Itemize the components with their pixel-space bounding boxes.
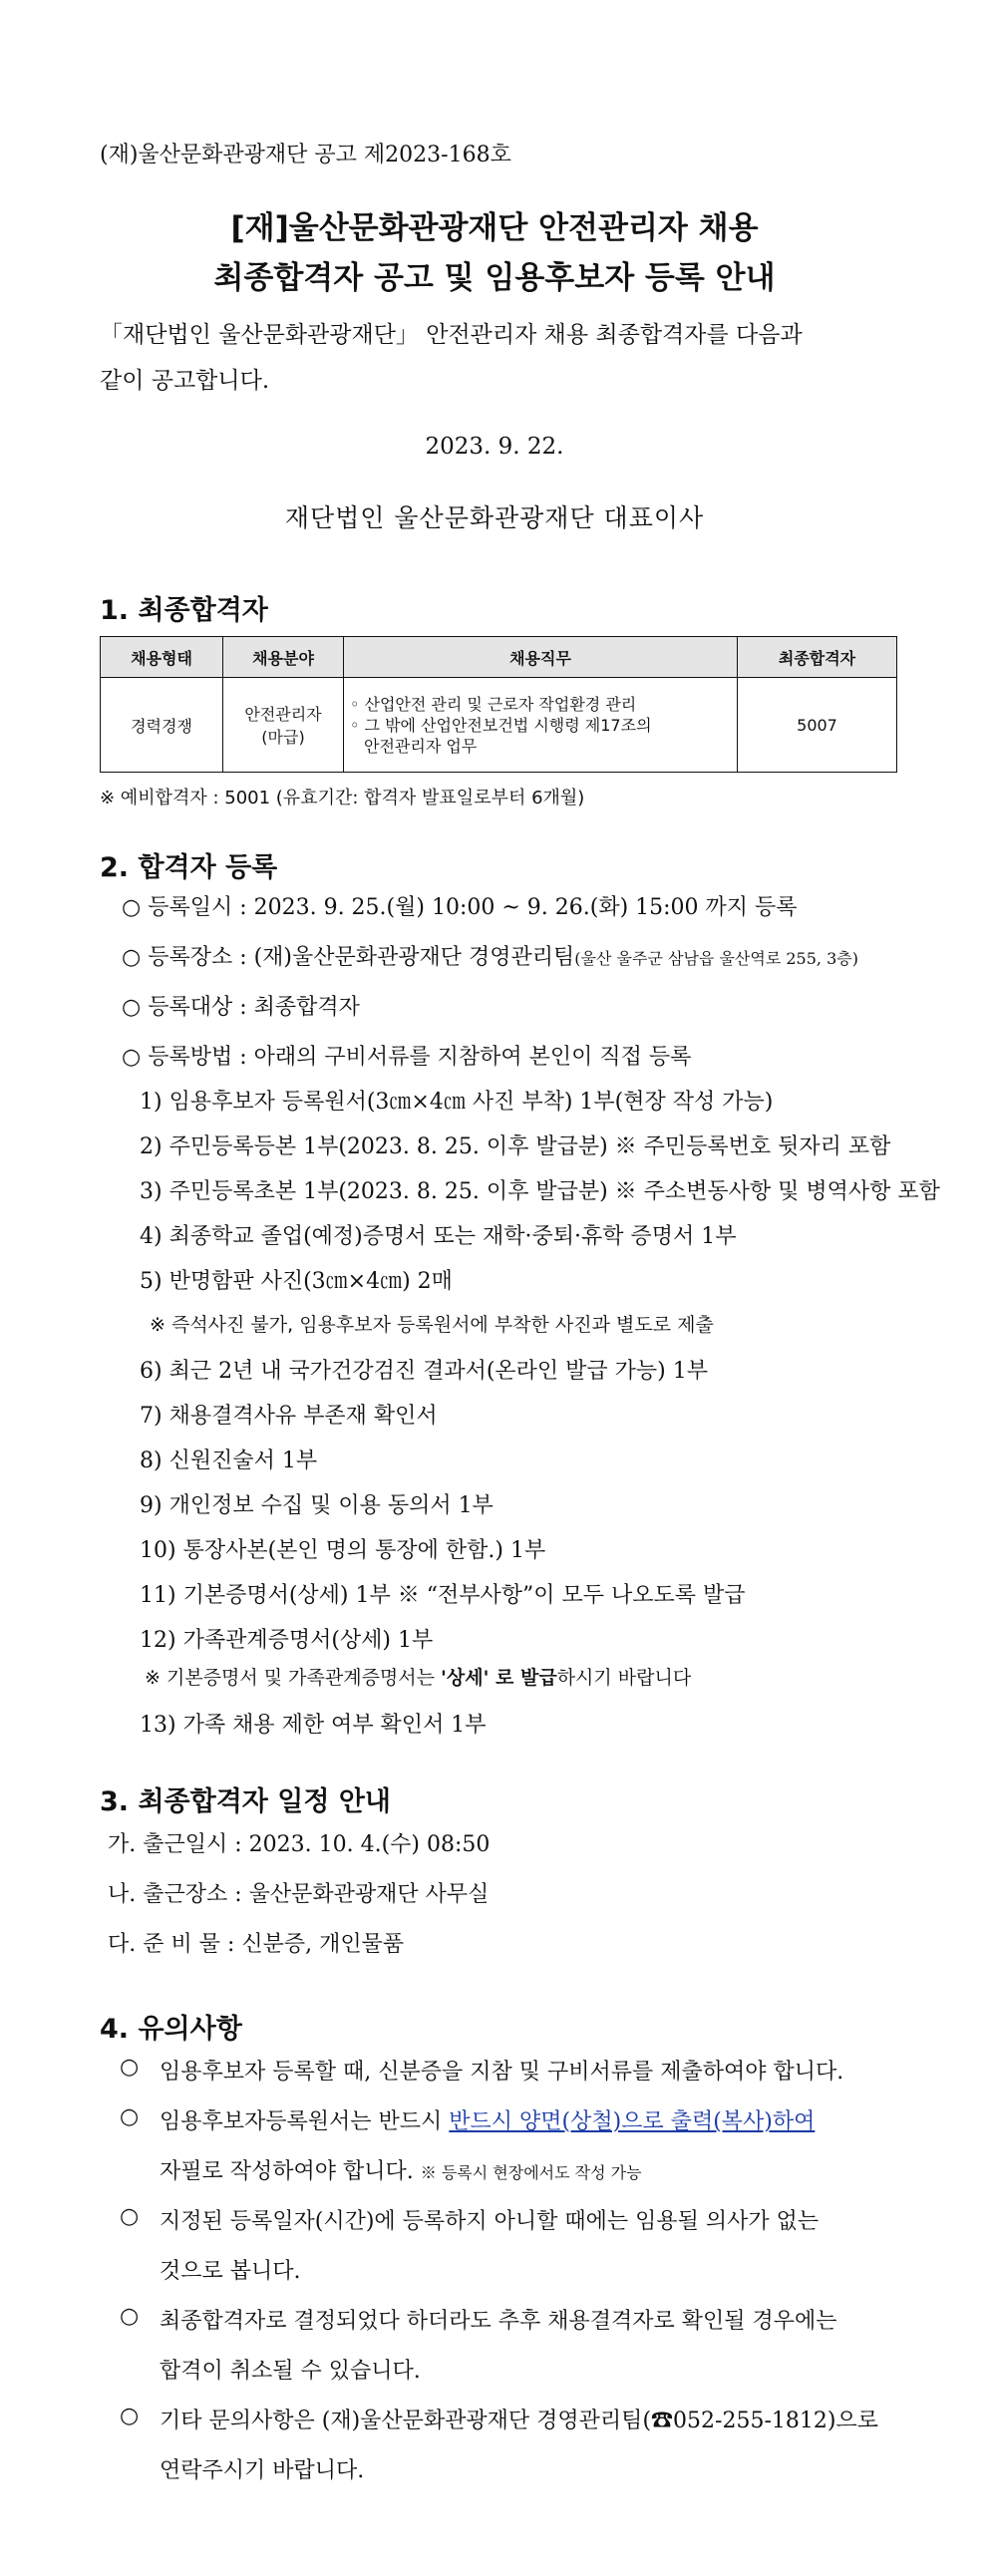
table-cell-type: 경력경쟁	[101, 678, 223, 773]
registration-place	[122, 940, 858, 971]
bullet-icon: ○	[120, 2204, 140, 2229]
required-doc-item: 10) 통장사본(본인 명의 통장에 한함.) 1부	[140, 1538, 546, 1563]
required-doc-item: 11) 기본증명서(상세) 1부 ※ “전부사항”이 모두 나오도록 발급	[140, 1583, 746, 1608]
table-row	[101, 678, 897, 773]
note-text: 하시기 바랍니다	[556, 1667, 692, 1689]
table-header: 채용직무	[344, 637, 738, 678]
bullet-icon: ○	[120, 2304, 140, 2329]
note-text: ※ 기본증명서 및 가족관계증명서는	[145, 1667, 442, 1689]
issuer-signature: 재단법인 울산문화관광재단 대표이사	[284, 503, 705, 532]
note-line: 연락주시기 바랍니다.	[160, 2458, 365, 2483]
note-line: 지정된 등록일자(시간)에 등록하지 아니할 때에는 임용될 의사가 없는	[160, 2209, 820, 2234]
document-title-line1: [재]울산문화관광재단 안전관리자 채용	[230, 210, 759, 246]
registration-period: ○ 등록일시 : 2023. 9. 25.(월) 10:00 ~ 9. 26.(화) 15:00 까지 등록	[122, 895, 798, 920]
certificate-detail-note	[145, 1663, 691, 1690]
place-text: ○ 등록장소 : (재)울산문화관광재단 경영관리팀	[122, 945, 575, 970]
bullet-icon: ○	[120, 2104, 140, 2129]
note-text: 임용후보자등록원서는 반드시	[160, 2109, 450, 2134]
required-doc-item: 8) 신원진술서 1부	[140, 1449, 318, 1473]
table-cell-field	[223, 678, 344, 773]
table-cell-duty	[344, 678, 738, 773]
bullet-icon: ○	[120, 2404, 140, 2428]
required-doc-item: 7) 채용결격사유 부존재 확인서	[140, 1404, 438, 1429]
table-header: 채용형태	[101, 637, 223, 678]
duty-line: 안전관리자 업무	[364, 736, 478, 756]
intro-line: 같이 공고합니다.	[100, 368, 270, 394]
duty-line: ◦ 그 밖에 산업안전보건법 시행령 제17조의	[350, 715, 652, 735]
required-doc-item: 12) 가족관계증명서(상세) 1부	[140, 1628, 434, 1653]
notice-number: (재)울산문화관광재단 공고 제2023-168호	[100, 143, 511, 167]
duplex-print-emphasis: 반드시 양면(상철)으로 출력(복사)하여	[449, 2109, 816, 2134]
place-address: (울산 울주군 삼남읍 울산역로 255, 3층)	[574, 949, 858, 968]
note-line	[160, 2104, 815, 2135]
notice-date: 2023. 9. 22.	[425, 434, 564, 460]
schedule-start-time: 가. 출근일시 : 2023. 10. 4.(수) 08:50	[108, 1832, 491, 1857]
document-title-line2: 최종합격자 공고 및 임용후보자 등록 안내	[213, 260, 776, 296]
registration-method: ○ 등록방법 : 아래의 구비서류를 지참하여 본인이 직접 등록	[122, 1045, 692, 1070]
required-doc-item: 2) 주민등록등본 1부(2023. 8. 25. 이후 발급분) ※ 주민등록번호 뒷자리 포함	[140, 1134, 891, 1159]
final-passer-table	[100, 636, 897, 773]
note-line: 최종합격자로 결정되었다 하더라도 추후 채용결격자로 확인될 경우에는	[160, 2309, 837, 2334]
note-emphasis: '상세' 로 발급	[441, 1667, 557, 1689]
section-heading-notes: 4. 유의사항	[100, 2014, 242, 2045]
field-line: (마급)	[261, 728, 305, 747]
required-doc-item: 3) 주민등록초본 1부(2023. 8. 25. 이후 발급분) ※ 주소변동사항 및 병역사항 포함	[140, 1179, 940, 1204]
registration-target: ○ 등록대상 : 최종합격자	[122, 995, 360, 1020]
section-heading-schedule: 3. 최종합격자 일정 안내	[100, 1786, 391, 1817]
required-doc-item: 1) 임용후보자 등록원서(3㎝×4㎝ 사진 부착) 1부(현장 작성 가능)	[140, 1090, 774, 1115]
table-header: 최종합격자	[738, 637, 897, 678]
note-line: 합격이 취소될 수 있습니다.	[160, 2359, 421, 2384]
field-line: 안전관리자	[244, 705, 322, 724]
note-line: 기타 문의사항은 (재)울산문화관광재단 경영관리팀(☎052-255-1812)으로	[160, 2409, 878, 2433]
note-line: 것으로 봅니다.	[160, 2259, 301, 2284]
table-header: 채용분야	[223, 637, 344, 678]
required-doc-item: 6) 최근 2년 내 국가건강검진 결과서(온라인 발급 가능) 1부	[140, 1359, 708, 1384]
section-heading-final-passer: 1. 최종합격자	[100, 595, 268, 626]
required-doc-item: 5) 반명함판 사진(3㎝×4㎝) 2매	[140, 1269, 453, 1294]
duty-line: ◦ 산업안전 관리 및 근로자 작업환경 관리	[350, 694, 637, 714]
required-doc-item: 9) 개인정보 수집 및 이용 동의서 1부	[140, 1493, 494, 1518]
photo-note: ※ 즉석사진 불가, 임용후보자 등록원서에 부착한 사진과 별도로 제출	[150, 1314, 714, 1336]
note-text: 자필로 작성하여야 합니다.	[160, 2159, 414, 2184]
required-doc-item: 4) 최종학교 졸업(예정)증명서 또는 재학·중퇴·휴학 증명서 1부	[140, 1224, 737, 1249]
intro-line: 「재단법인 울산문화관광재단」 안전관리자 채용 최종합격자를 다음과	[100, 322, 803, 348]
bullet-icon: ○	[120, 2055, 140, 2080]
table-header-row	[101, 637, 897, 678]
schedule-items: 다. 준 비 물 : 신분증, 개인물품	[108, 1932, 405, 1957]
table-cell-passer: 5007	[738, 678, 897, 773]
reserve-passer-note: ※ 예비합격자 : 5001 (유효기간: 합격자 발표일로부터 6개월)	[100, 788, 585, 808]
section-heading-registration: 2. 합격자 등록	[100, 852, 278, 883]
intro-paragraph	[100, 312, 897, 404]
note-small: ※ 등록시 현장에서도 작성 가능	[420, 2163, 642, 2182]
note-line	[160, 2154, 642, 2185]
required-doc-item: 13) 가족 채용 제한 여부 확인서 1부	[140, 1713, 487, 1738]
note-line: 임용후보자 등록할 때, 신분증을 지참 및 구비서류를 제출하여야 합니다.	[160, 2060, 844, 2085]
schedule-location: 나. 출근장소 : 울산문화관광재단 사무실	[108, 1882, 490, 1907]
